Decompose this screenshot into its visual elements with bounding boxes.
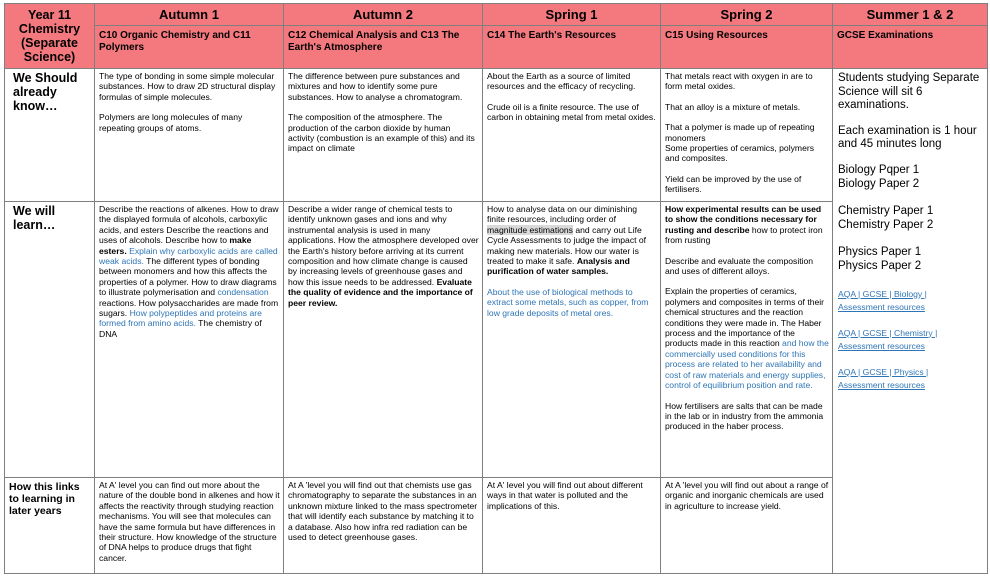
learn-autumn1-t4: The different types of bonding between monomers and how this affects the properties of a polymer. How to draw diagrams to illustrate polymerisation and [99,256,277,298]
topic-spring2: C15 Using Resources [661,26,833,69]
chemistry-paper-2: Chemistry Paper 2 [838,218,934,231]
know-spring2-p1: That metals react with oxygen in are to form metal oxides. [665,71,813,92]
aqa-biology-link[interactable] [838,288,983,314]
learn-spring1-magnitude: magnitude estimations [487,224,573,235]
aqa-chemistry-link[interactable] [838,327,983,353]
learn-spring1 [483,202,661,478]
know-spring1 [483,69,661,202]
curriculum-table [4,3,988,574]
later-spring1: At A' level you will find out about different ways in that water is polluted and the implications of this. [483,478,661,574]
learn-spring2-alloys: Describe and evaluate the composition and uses of different alloys. [665,255,814,277]
topic-spring1: C14 The Earth's Resources [483,26,661,69]
aqa-chemistry-link-line2: Assessment resources [838,340,925,351]
later-autumn1: At A' level you can find out more about the nature of the double bond in alkenes and how it affects the reactivity through studying reaction mechanisms. You will see that molecules can have the same formula but have differences in their structure. How knowledge of the structure of DNA helps to produce drugs that fight cancer. [95,478,284,574]
learn-autumn1-proteins: How polypeptides and proteins are formed from amino acids. [99,308,262,329]
summer-exams [833,69,988,574]
know-spring2-p3: That a polymer is made up of repeating monomers [665,122,815,143]
know-autumn2-p1: The difference between pure substances and mixtures and how to identify some pure substances. How to analyse a chromatogram. [288,71,463,102]
learn-spring1-t1: How to analyse data on our diminishing finite resources, including order of [487,204,638,225]
know-spring1-p2: Crude oil is a finite resource. The use of carbon in obtaining metal from metal oxides. [487,101,656,123]
chemistry-paper-1: Chemistry Paper 1 [838,205,934,218]
learn-autumn1-condensation: condensation [217,287,269,298]
learn-autumn1-t6: reactions. How polysaccharides are made from sugars. [99,297,279,319]
year-heading-line2: Chemistry [18,22,81,36]
year-heading-line1: Year 11 [27,8,72,22]
topic-autumn1: C10 Organic Chemistry and C11 Polymers [95,26,284,69]
know-spring2 [661,69,833,202]
learn-autumn2-t3: Evaluate the quality of evidence and the importance of peer review. [288,276,473,308]
learn-autumn1-weak-acids: Explain why carboxylic acids are called weak acids. [99,245,278,267]
learn-autumn2-t1: Describe a wider range of chemical tests to identify unknown gases and ions and why instrumental analysis is used in many applications. [288,204,453,246]
aqa-chemistry-link-line1: AQA | GCSE | Chemistry | [838,327,938,338]
summer-exam-count: Students studying Separate Science will sit 6 examinations. [838,72,980,112]
know-spring2-p4: Some properties of ceramics, polymers and composites. [665,143,815,164]
know-spring2-p2: That an alloy is a mixture of metals. [665,101,801,112]
learn-spring1-t3: and carry out Life Cycle Assessments to judge the impact of making new materials. How our water is treated to make it safe. [487,224,647,267]
term-autumn2: Autumn 2 [284,4,483,26]
aqa-biology-link-line1: AQA | GCSE | Biology | [838,288,927,299]
biology-paper-2: Biology Paper 2 [838,177,920,190]
year-heading [5,4,95,69]
topic-summer: GCSE Examinations [833,26,988,69]
term-spring2: Spring 2 [661,4,833,26]
year-heading-line3: (Separate [21,36,78,50]
learn-autumn1 [95,202,284,478]
row-label-learn: We will learn… [5,202,95,478]
term-autumn1: Autumn 1 [95,4,284,26]
later-spring2: At A 'level you will find out about a range of organic and inorganic chemicals are used in agriculture to increase yield. [661,478,833,574]
know-autumn1-p2: Polymers are long molecules of many repeating groups of atoms. [99,112,243,133]
know-autumn1 [95,69,284,202]
learn-spring1-t4: Analysis and purification of water samples. [487,256,630,277]
later-autumn2: At A 'level you will find out that chemists use gas chromatography to separate the substances in an unknown mixture linked to the mass spectrometer that will identify each substance by matching it to a database. Also how infra red radiation can be used to detect greenhouse gases. [284,478,483,574]
biology-paper-1: Biology Pqper 1 [838,163,920,176]
row-label-know: We Should already know… [5,69,95,202]
learn-spring2-fertilisers: How fertilisers are salts that can be made in the lab or in industry from the ammonia produced in the haber process. [665,400,824,432]
term-spring1: Spring 1 [483,4,661,26]
row-label-later: How this links to learning in later years [5,478,95,574]
learn-autumn1-t2: Describe the reactions and uses of alcohols. Describe how to [99,224,269,246]
aqa-physics-link-line1: AQA | GCSE | Physics | [838,366,929,377]
aqa-physics-link[interactable] [838,366,983,392]
year-heading-line4: Science) [23,50,76,64]
term-summer: Summer 1 & 2 [833,4,988,26]
know-spring1-p1: About the Earth as a source of limited resources and the efficacy of recycling. [487,71,636,92]
know-autumn2 [284,69,483,202]
learn-autumn2 [284,202,483,478]
learn-spring2-p3a: Explain the properties of ceramics, polymers and composites in terms of their chemical structures and the reaction conditions they were made in. The Haber process and the importance of the products made in this reaction [665,286,825,349]
learn-autumn1-make-esters: make esters. [99,235,252,256]
know-spring2-p5: Yield can be improved by the use of fertilisers. [665,173,802,195]
topic-autumn2: C12 Chemical Analysis and C13 The Earth's Atmosphere [284,26,483,69]
learn-spring2 [661,202,833,478]
know-autumn1-p1: The type of bonding in some simple molecular substances. How to draw 2D structural display formulas of simple molecules. [99,71,276,102]
aqa-physics-link-line2: Assessment resources [838,379,925,390]
summer-exam-duration: Each examination is 1 hour and 45 minutes long [838,124,977,151]
learn-spring2-t2: how to protect iron from rusting [665,224,823,246]
physics-paper-1: Physics Paper 1 [838,246,922,259]
learn-spring1-biological: About the use of biological methods to extract some metals, such as copper, from low grade deposits of metal ores. [487,286,649,318]
learn-autumn1-t1: Describe the reactions of alkenes. How to draw the displayed formula of alcohols, carboxylic acids, and esters [99,204,279,235]
learn-spring2-t1: How experimental results can be used to show the conditions necessary for rusting and describe [665,204,822,235]
learn-spring2-p3b: and how the commercially used conditions for this process are related to her availability and cost of raw materials and energy supplies, control of equilibrium position and rate. [665,338,829,391]
know-autumn2-p2: The composition of the atmosphere. The production of the carbon dioxide by human activity (combustion is an example of this) and its impact on climate [288,112,475,154]
learn-autumn1-t8: The chemistry of DNA [99,318,262,339]
aqa-biology-link-line2: Assessment resources [838,301,925,312]
physics-paper-2: Physics Paper 2 [838,259,922,272]
learn-autumn2-t2: How the atmosphere developed over the Earth's history before arriving at its current composition and how climate change is caused by increasing levels of greenhouse gases and how this issue needs to be addressed. [288,235,479,287]
